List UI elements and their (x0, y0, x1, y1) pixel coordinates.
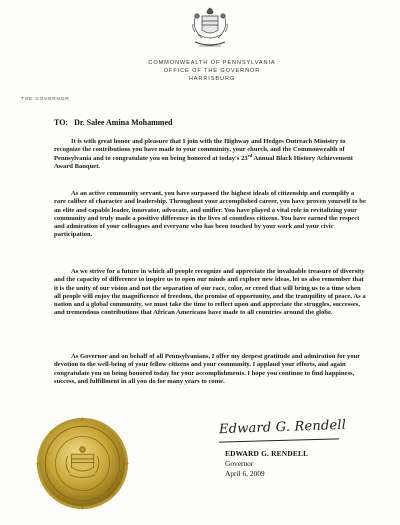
paragraph-1-text-b: Annual Black History Achievement Award Banquet. (54, 154, 353, 170)
paragraph-2 (54, 190, 366, 240)
paragraph-3 (54, 268, 366, 318)
paragraph-4 (54, 353, 366, 386)
letterhead-commonwealth: COMMONWEALTH OF PENNSYLVANIA (148, 60, 276, 66)
pennsylvania-crest-icon (189, 4, 231, 58)
paragraph-1 (54, 138, 366, 171)
signatory-title: Governor (225, 459, 254, 468)
to-label: TO: (54, 118, 69, 127)
recipient-line (54, 118, 172, 127)
signatory-name: EDWARD G. RENDELL (225, 449, 309, 458)
gold-seal-icon (36, 417, 129, 510)
letterhead-office: OFFICE OF THE GOVERNOR (163, 68, 261, 74)
letterhead-city: HARRISBURG (188, 76, 236, 82)
paragraph-2-text: As an active community servant, you have surpassed the highest ideals of citizenship and exemplify a rare caliber of character and leadership. Throughout your accomplished career, you have proven yourself to be an elite and capable leader, innovator, advocate, and unifier. You have played a vital role in revitalizing your community and truly made a positive difference in the lives of countless citizens. You have earned the respect and admiration of your colleagues and everyone who has been touched by your work and your civic participation. (54, 190, 366, 239)
paragraph-4-text: As Governor and on behalf of all Pennsylvanians, I offer my deepest gratitude and admiration for your devotion to the well-being of your fellow citizens and your community. I applaud your efforts, and again congratulate you on being honored today for your accomplishments. I hope you continue to find happiness, success, and fulfillment in all you do for many years to come. (54, 353, 361, 385)
signature-underline (219, 438, 339, 442)
recipient-name: Dr. Salee Amina Mohammed (74, 118, 173, 127)
paragraph-1-text-a: It is with great honor and pleasure that I join with the Highway and Hedges Outreach Ministry to recognize the contributions you have made to your community, your church, and the Commonwealth of Pennsylvania and to congratulate you on being honored at today's 23 (54, 138, 346, 162)
paragraph-3-text: As we strive for a future in which all people recognize and appreciate the invaluable treasure of diversity and the capacity of difference to inspire us to open our minds and explore new ideas, let us also remember that it is the unity of our vision and not the separation of our race, color, or creed that will bring us to a time when all people will enjoy the magnificence of freedom, the promise of opportunity, and the tranquility of peace. As a nation and a global community, we must take the time to reflect upon and appreciate the struggles, successes, and tremendous contributions that African Americans have made to all countries around the globe. (54, 268, 366, 317)
handwritten-signature: Edward G. Rendell (218, 417, 347, 438)
letter-date: April 6, 2009 (225, 469, 265, 478)
paragraph-1-superscript: rd (247, 152, 253, 158)
governor-tag: THE GOVERNOR (21, 97, 70, 102)
